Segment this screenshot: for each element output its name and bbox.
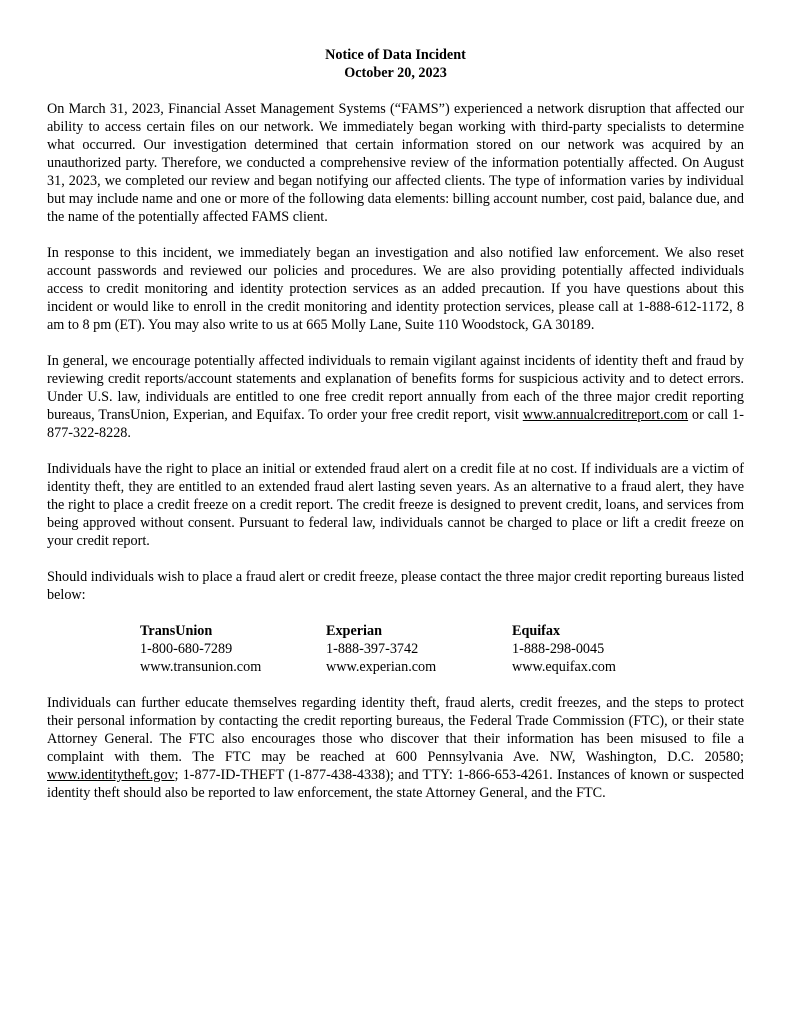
contact-bureaus-paragraph: Should individuals wish to place a fraud alert or credit freeze, please contact the three major credit reporting bureaus listed below: (47, 569, 744, 603)
bureau-name: Equifax (512, 623, 561, 639)
incident-paragraph: On March 31, 2023, Financial Asset Management Systems (“FAMS”) experienced a network disruption that affected our ability to access certain files on our network. We immediately began working with third-party specialists to determine what occurred. Our investigation determined that certain information stored on our network was acquired by an unauthorized party. Therefore, we conducted a comprehensive review of the information potentially affected. On August 31, 2023, we completed our review and began notifying our affected clients. The type of information varies by individual but may include name and one or more of the following data elements: billing account number, cost paid, balance due, and the name of the potentially affected FAMS client. (47, 101, 744, 225)
bureau-name: Experian (326, 623, 382, 639)
bureau-website: www.transunion.com (140, 659, 262, 675)
fraud-alert-paragraph: Individuals have the right to place an initial or extended fraud alert on a credit file at no cost. If individuals are a victim of identity theft, they are entitled to an extended fraud alert lasting seven years. As an alternative to a fraud alert, they have the right to place a credit freeze on a credit report. The credit freeze is designed to prevent credit, loans, and services from being approved without consent. Pursuant to federal law, individuals cannot be charged to place or lift a credit freeze on your credit report. (47, 461, 744, 549)
bureau-phone: 1-888-298-0045 (512, 641, 605, 657)
bureau-equifax (512, 622, 698, 676)
vigilance-text-end: or call 1-877-322-8228. (47, 407, 744, 441)
response-paragraph: In response to this incident, we immediately began an investigation and also notified law enforcement. We also reset account passwords and reviewed our policies and procedures. We are also providing potentially affected individuals access to credit monitoring and identity protection services as an added precaution. If you have questions about this incident or would like to enroll in the credit monitoring and identity protection services, please call at 1-888-612-1172, 8 am to 8 pm (ET). You may also write to us at 665 Molly Lane, Suite 110 Woodstock, GA 30189. (47, 245, 744, 333)
identitytheft-link[interactable]: www.identitytheft.gov (47, 767, 175, 783)
bureau-phone: 1-888-397-3742 (326, 641, 419, 657)
vigilance-paragraph (47, 352, 744, 442)
notice-title: Notice of Data Incident (325, 47, 466, 63)
bureau-list (140, 622, 744, 676)
bureau-website: www.equifax.com (512, 659, 616, 675)
notice-date: October 20, 2023 (344, 65, 447, 81)
bureau-transunion (140, 622, 326, 676)
education-text: Individuals can further educate themselves regarding identity theft, fraud alerts, credit freezes, and the steps to protect their personal information by contacting the credit reporting bureaus, the Federal Trade Commission (FTC), or their state Attorney General. The FTC also encourages those who discover that their information has been misused to file a complaint with them. The FTC may be reached at 600 Pennsylvania Ave. NW, Washington, D.C. 20580; (47, 695, 744, 765)
bureau-experian (326, 622, 512, 676)
bureau-website: www.experian.com (326, 659, 437, 675)
education-paragraph (47, 694, 744, 802)
education-text-end: ; 1-877-ID-THEFT (1-877-438-4338); and TTY: 1-866-653-4261. Instances of known or suspected identity theft should also be reported to law enforcement, the state Attorney General, and the FTC. (47, 767, 744, 801)
notice-document (47, 46, 744, 802)
vigilance-text: In general, we encourage potentially affected individuals to remain vigilant against incidents of identity theft and fraud by reviewing credit reports/account statements and explanation of benefits forms for suspicious activity and to detect errors. Under U.S. law, individuals are entitled to one free credit report annually from each of the three major credit reporting bureaus, TransUnion, Experian, and Equifax. To order your free credit report, visit (47, 353, 744, 423)
bureau-phone: 1-800-680-7289 (140, 641, 233, 657)
bureau-name: TransUnion (140, 623, 213, 639)
annualcreditreport-link[interactable]: www.annualcreditreport.com (522, 407, 689, 423)
